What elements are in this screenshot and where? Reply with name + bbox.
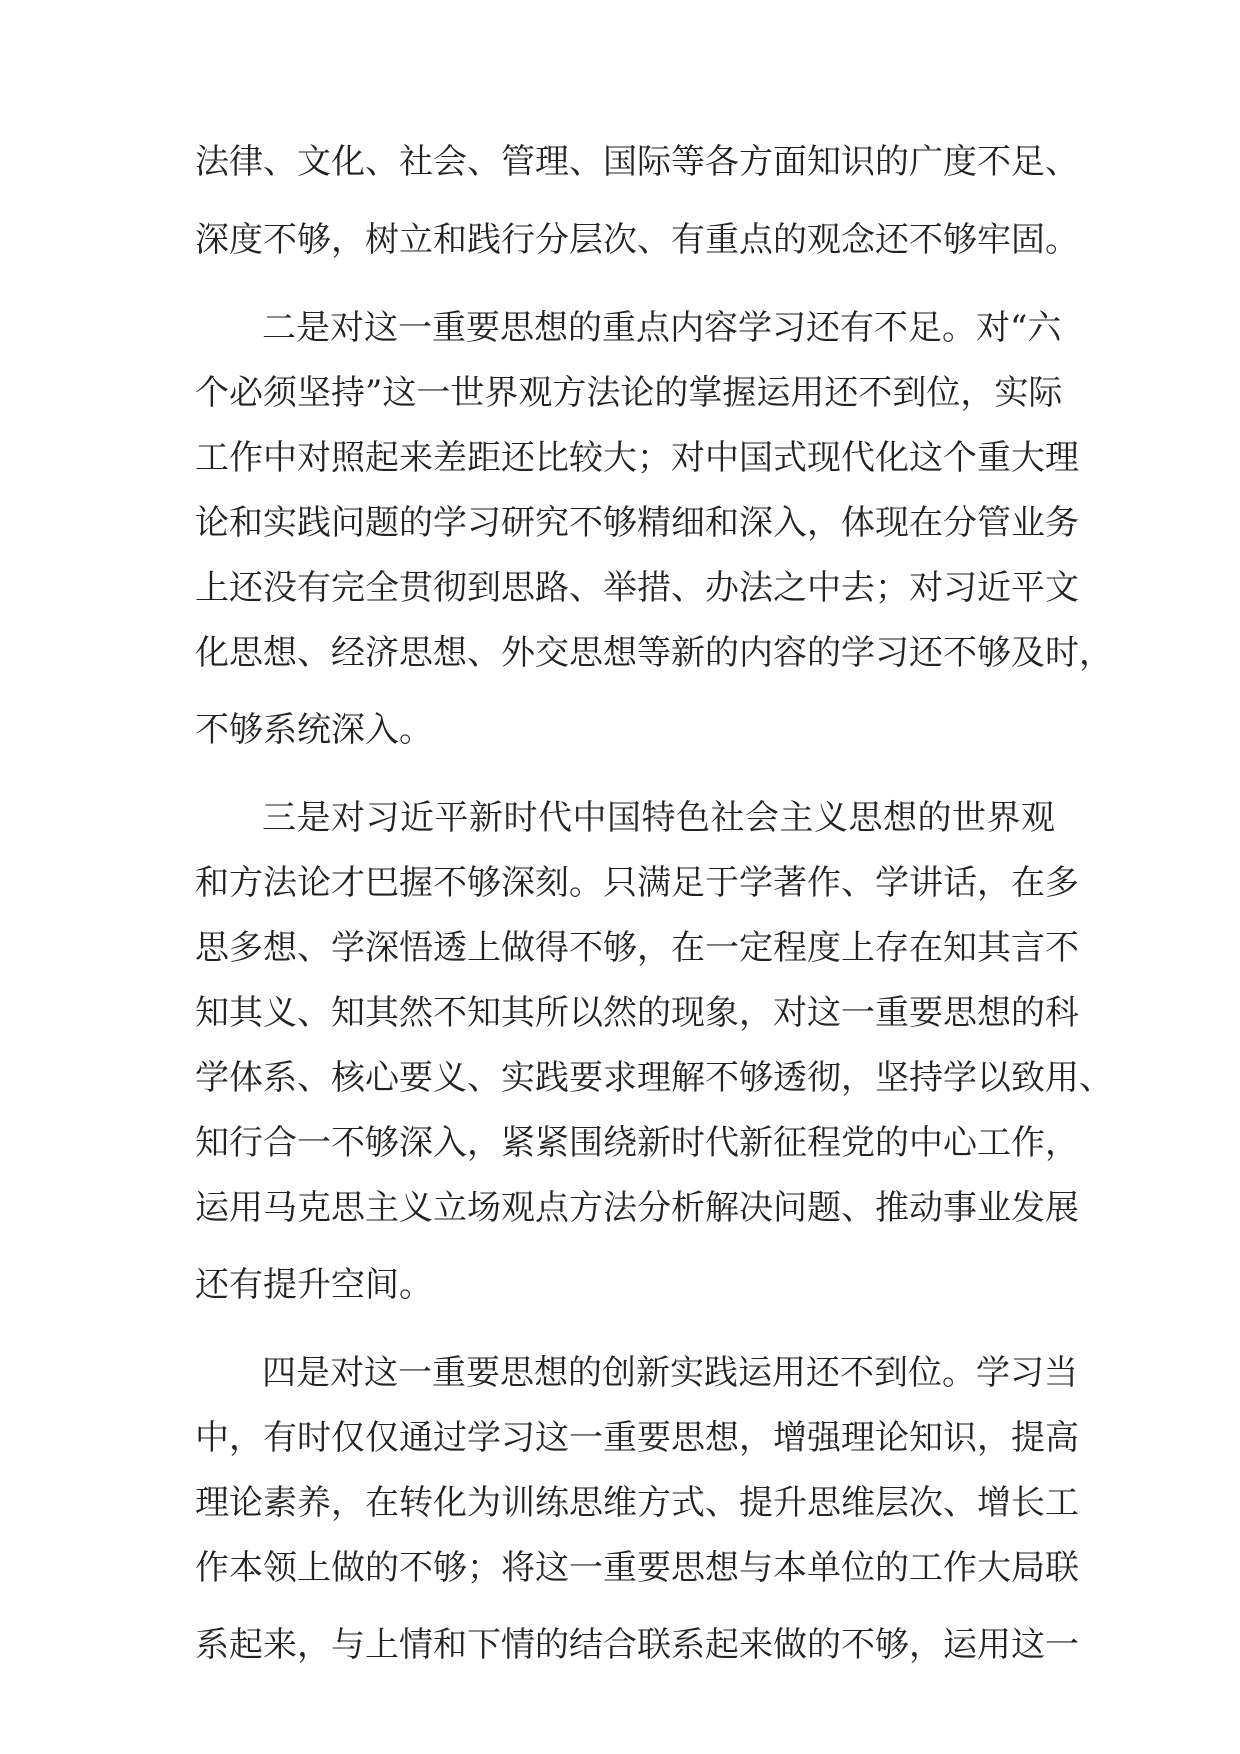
text-line: 法律、文化、社会、管理、国际等各方面知识的广度不足、 [195, 142, 1079, 182]
text-line: 工作中对照起来差距还比较大；对中国式现代化这个重大理 [195, 438, 1079, 478]
text-line: 运用马克思主义立场观点方法分析解决问题、推动事业发展 [195, 1188, 1079, 1228]
text-line: 知行合一不够深入，紧紧围绕新时代新征程党的中心工作， [195, 1123, 1079, 1163]
text-line: 系起来，与上情和下情的结合联系起来做的不够，运用这一 [195, 1625, 1079, 1665]
text-line: 还有提升空间。 [195, 1265, 433, 1305]
text-line: 论和实践问题的学习研究不够精细和深入，体现在分管业务 [195, 503, 1079, 543]
text-line: 中，有时仅仅通过学习这一重要思想，增强理论知识，提高 [195, 1418, 1079, 1458]
text-line: 个必须坚持”这一世界观方法论的掌握运用还不到位，实际 [195, 373, 1063, 413]
text-line: 化思想、经济思想、外交思想等新的内容的学习还不够及时， [195, 633, 1113, 673]
text-line: 学体系、核心要义、实践要求理解不够透彻，坚持学以致用、 [195, 1058, 1113, 1098]
paragraph-start-line: 四是对这一重要思想的创新实践运用还不到位。学习当 [262, 1353, 1078, 1393]
text-line: 理论素养，在转化为训练思维方式、提升思维层次、增长工 [195, 1483, 1079, 1523]
text-line: 上还没有完全贯彻到思路、举措、办法之中去；对习近平文 [195, 568, 1079, 608]
text-line: 思多想、学深悟透上做得不够，在一定程度上存在知其言不 [195, 928, 1079, 968]
paragraph-start-line: 三是对习近平新时代中国特色社会主义思想的世界观 [262, 798, 1055, 838]
text-line: 知其义、知其然不知其所以然的现象，对这一重要思想的科 [195, 993, 1079, 1033]
text-line: 深度不够，树立和践行分层次、有重点的观念还不够牢固。 [195, 220, 1079, 260]
text-line: 作本领上做的不够；将这一重要思想与本单位的工作大局联 [195, 1548, 1079, 1588]
paragraph-start-line: 二是对这一重要思想的重点内容学习还有不足。对“六 [262, 308, 1062, 348]
text-line: 和方法论才巴握不够深刻。只满足于学著作、学讲话，在多 [195, 863, 1079, 903]
text-line: 不够系统深入。 [195, 710, 433, 750]
